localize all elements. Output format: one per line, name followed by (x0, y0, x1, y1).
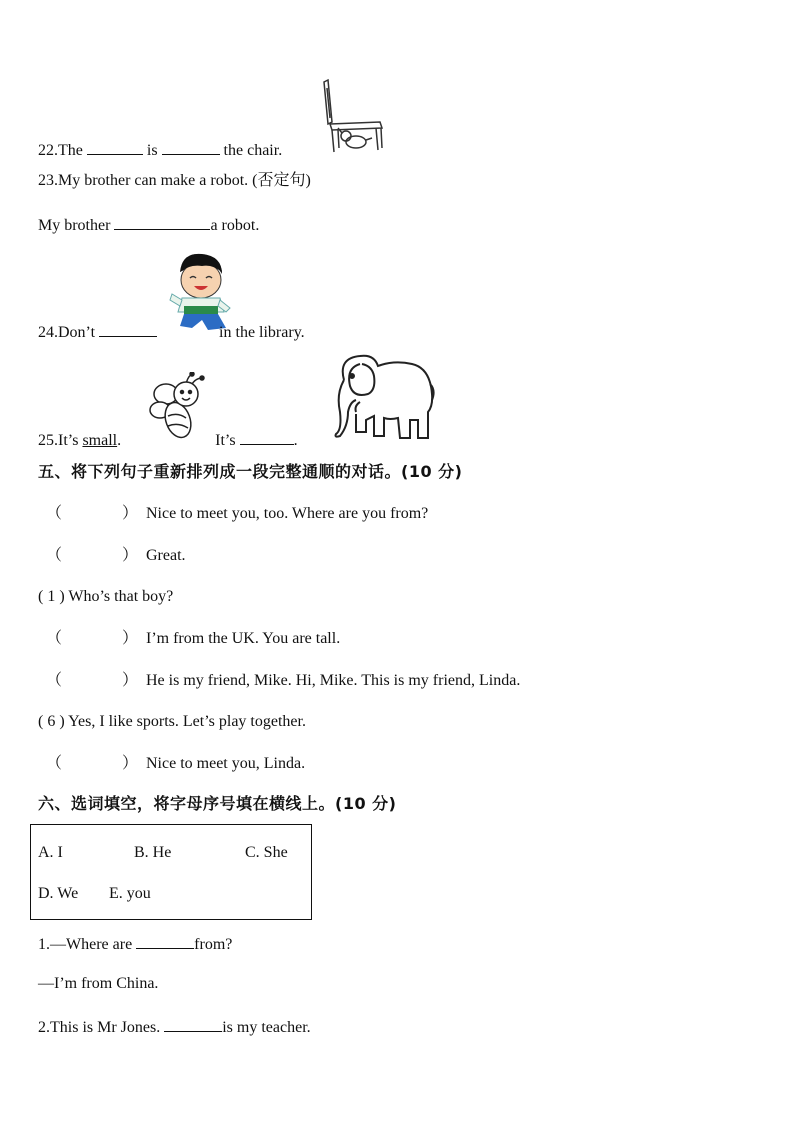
question-25 (38, 428, 298, 451)
question-number: 25. (38, 432, 58, 449)
answer-blank[interactable] (114, 213, 210, 230)
order-number: ( 6 ) (38, 713, 65, 730)
question-text: . (117, 432, 122, 449)
paren-left: （ (46, 505, 63, 522)
dialogue-text: Who’s that boy? (68, 588, 174, 605)
answer-blank[interactable] (136, 932, 194, 949)
dialogue-item (38, 587, 173, 607)
option-d: D. We (38, 885, 79, 902)
dialogue-text: Nice to meet you, Linda. (146, 755, 306, 772)
paren-right: ） (122, 547, 139, 564)
question-text: the chair. (223, 142, 283, 159)
option-c: C. She (245, 844, 288, 861)
question-number: 1. (38, 936, 50, 953)
answer-blank[interactable] (240, 428, 294, 445)
answer-blank[interactable] (162, 138, 220, 155)
question-text: —Where are (50, 936, 133, 953)
question-text: is (146, 142, 158, 159)
question-text: My brother (38, 217, 111, 234)
question-text: from? (194, 936, 233, 953)
dialogue-item (46, 546, 186, 566)
fill-question-1-reply: —I’m from China. (38, 975, 159, 992)
paren-left: （ (46, 672, 63, 689)
question-24 (38, 320, 305, 343)
dialogue-item (38, 712, 306, 732)
section-5-heading: 五、将下列句子重新排列成一段完整通顺的对话。(10 分) (38, 462, 463, 481)
question-text: It’s (58, 432, 79, 449)
paren-right: ） (122, 630, 139, 647)
dialogue-text: Great. (146, 547, 186, 564)
underlined-word: small (82, 432, 118, 449)
question-text: . (293, 432, 298, 449)
answer-blank[interactable] (164, 1015, 222, 1032)
dialogue-text: I’m from the UK. You are tall. (146, 630, 341, 647)
paren-right: ） (122, 505, 139, 522)
paren-right: ） (122, 755, 139, 772)
paren-left: （ (46, 630, 63, 647)
question-number: 22. (38, 142, 58, 159)
dialogue-item (46, 754, 305, 774)
word-options-box (30, 824, 312, 920)
question-text: a robot. (210, 217, 260, 234)
paren-left: （ (46, 547, 63, 564)
question-number: 23. (38, 172, 58, 189)
option-e: E. you (109, 885, 151, 902)
dialogue-item (46, 504, 428, 524)
question-number: 24. (38, 324, 58, 341)
dialogue-text: Nice to meet you, too. Where are you from? (146, 505, 429, 522)
answer-blank[interactable] (99, 320, 157, 337)
chair-with-dog-image (318, 78, 388, 154)
dialogue-item (46, 671, 520, 691)
dialogue-text: Yes, I like sports. Let’s play together. (68, 713, 306, 730)
answer-blank[interactable] (87, 138, 143, 155)
dialogue-text: He is my friend, Mike. Hi, Mike. This is my friend, Linda. (146, 672, 521, 689)
fill-question-2 (38, 1015, 311, 1038)
section-6-heading: 六、选词填空，将字母序号填在横线上。(10 分) (38, 794, 397, 813)
question-text: Don’t (58, 324, 96, 341)
question-text: The (58, 142, 83, 159)
dialogue-item (46, 629, 340, 649)
question-number: 2. (38, 1019, 50, 1036)
order-number: ( 1 ) (38, 588, 65, 605)
question-23 (38, 171, 311, 191)
instruction-note: (否定句) (252, 172, 311, 189)
paren-left: （ (46, 755, 63, 772)
elephant-image (332, 350, 436, 444)
option-b: B. He (134, 844, 172, 861)
question-text: It’s (215, 432, 236, 449)
question-22 (38, 138, 282, 161)
fill-question-1 (38, 932, 232, 955)
question-23-answer (38, 213, 259, 236)
paren-right: ） (122, 672, 139, 689)
question-text: This is Mr Jones. (50, 1019, 161, 1036)
option-a: A. I (38, 844, 63, 861)
question-text: is my teacher. (222, 1019, 311, 1036)
question-text: My brother can make a robot. (58, 172, 249, 189)
question-text: in the library. (219, 324, 305, 341)
